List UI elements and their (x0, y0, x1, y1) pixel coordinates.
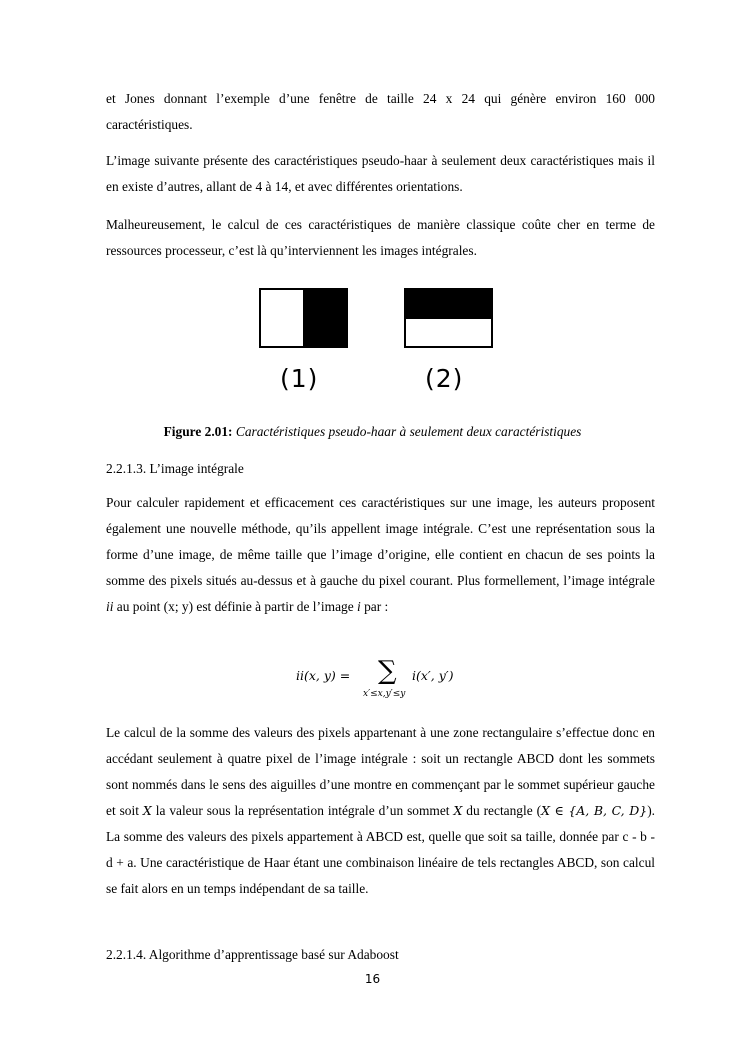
haar-feature-2-black-half (406, 290, 491, 319)
paragraph-5-var-x2: X (453, 803, 463, 818)
paragraph-2: L’image suivante présente des caractéristiques pseudo-haar à seulement deux caractéristiques mais il en existe d’autres, allant de 4 à 14, et avec différentes orientations. (106, 153, 655, 194)
figure-label-1: (1) (280, 364, 319, 393)
integral-image-formula (296, 656, 496, 708)
figure-label-2: (2) (425, 364, 464, 393)
paragraph-4-part-a: Pour calculer rapidement et efficacement ces caractéristiques sur une image, les auteurs proposent également une nouvelle méthode, qu’ils appellent image intégrale. C’est une représentation sous la forme d’une image, de même taille que l’image d’origine, elle contient en chacun de ses points la somme des pixels situés au-dessus et à gauche du pixel courant. Plus formellement, l’image intégrale (106, 495, 655, 588)
figure-caption (0, 422, 745, 442)
formula-rhs: i(x′, y′) (412, 668, 454, 683)
page-number: 16 (364, 972, 381, 986)
section-heading-adaboost: 2.2.1.4. Algorithme d’apprentissage basé sur Adaboost (106, 947, 399, 962)
paragraph-5-part-b: la valeur sous la représentation intégrale d’un sommet (151, 803, 454, 818)
formula-sum-symbol: ∑ (378, 656, 397, 686)
haar-feature-1-black-half (303, 290, 346, 346)
haar-feature-1-image (259, 288, 348, 348)
paragraph-5-part-d: ). La somme des valeurs des pixels appartement à ABCD est, quelle que soit sa taille, donnée par c - b - d + a. Une caractéristique de Haar étant une combinaison linéaire de tels rectangles ABCD, son calcul se fait alors en un temps indépendant de sa taille. (106, 803, 656, 896)
paragraph-5-part-c: du rectangle ( (462, 803, 542, 818)
paragraph-5-set: X ∈ {A, B, C, D} (541, 803, 648, 818)
figure-caption-text: Caractéristiques pseudo-haar à seulement deux caractéristiques (235, 424, 582, 439)
section-heading-integral-image: 2.2.1.3. L’image intégrale (106, 461, 244, 476)
paragraph-5 (106, 720, 655, 902)
paragraph-5-part-a: Le calcul de la somme des valeurs des pixels appartenant à une zone rectangulaire s’effectue donc en accédant seulement à quatre pixel de l’image intégrale : soit un rectangle ABCD dont les sommets sont nommés dans le sens des aiguilles d’une montre en commençant par le sommet supérieur gauche et soit (106, 725, 655, 818)
haar-feature-2-image (404, 288, 493, 348)
paragraph-4-ii: ii (106, 599, 114, 614)
formula-lhs: ii(x, y) = (296, 668, 351, 683)
figure-caption-label: Figure 2.01: (163, 424, 233, 439)
formula-subscript: x′≤x,y′≤y (363, 689, 406, 699)
paragraph-4 (106, 490, 655, 620)
paragraph-4-part-c: par : (360, 599, 389, 614)
paragraph-4-i: i (357, 599, 361, 614)
paragraph-3: Malheureusement, le calcul de ces caractéristiques de manière classique coûte cher en terme de ressources processeur, c’est là qu’interviennent les images intégrales. (106, 217, 655, 258)
paragraph-1: et Jones donnant l’exemple d’une fenêtre de taille 24 x 24 qui génère environ 160 000 caractéristiques. (106, 91, 655, 132)
paragraph-4-part-b: au point (x; y) est définie à partir de l’image (113, 599, 358, 614)
paragraph-5-var-x1: X (142, 803, 152, 818)
